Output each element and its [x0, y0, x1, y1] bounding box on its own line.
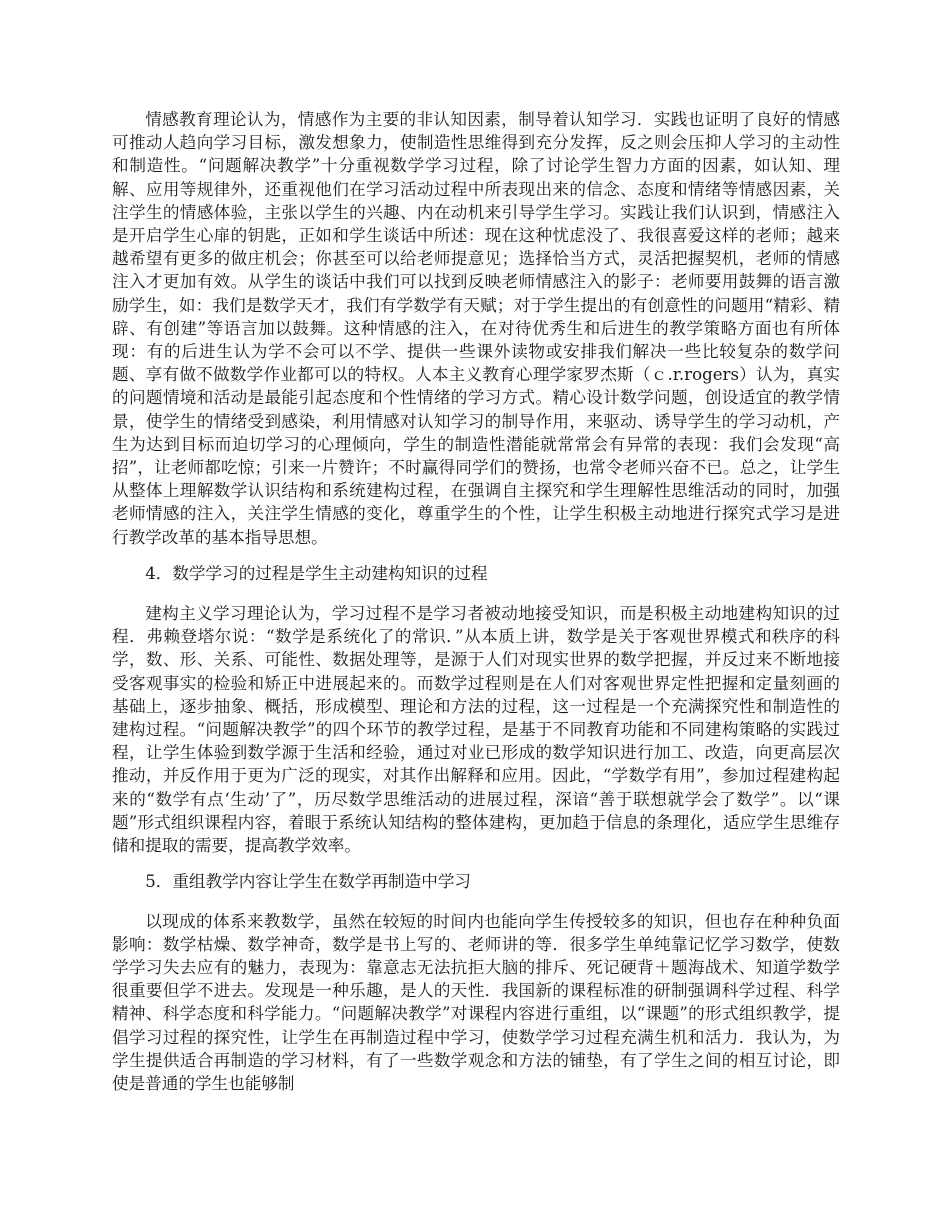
document-page	[112, 108, 840, 1095]
paragraph-emotional-education: 情感教育理论认为，情感作为主要的非认知因素，制导着认知学习．实践也证明了良好的情感可推动人趋向学习目标，激发想象力，使制造性思维得到充分发挥，反之则会压抑人学习的主动性和制造性。“问题解决教学”十分重视数学学习过程，除了讨论学生智力方面的因素，如认知、理解、应用等规律外，还重视他们在学习活动过程中所表现出来的信念、态度和情绪等情感因素，关注学生的情感体验，主张以学生的兴趣、内在动机来引导学生学习。实践让我们认识到，情感注入是开启学生心扉的钥匙，正如和学生谈话中所述：现在这种忧虑没了、我很喜爱这样的老师；越来越希望有更多的做庄机会；你甚至可以给老师提意见；选择恰当方式，灵活把握契机，老师的情感注入才更加有效。从学生的谈话中我们可以找到反映老师情感注入的影子：老师要用鼓舞的语言激励学生，如：我们是数学天才，我们有学数学有天赋；对于学生提出的有创意性的问题用“精彩、精辟、有创建”等语言加以鼓舞。这种情感的注入，在对待优秀生和后进生的教学策略方面也有所体现：有的后进生认为学不会可以不学、提供一些课外读物或安排我们解决一些比较复杂的数学问题、享有做不做数学作业都可以的特权。人本主义教育心理学家罗杰斯（ｃ.r.rogers）认为，真实的问题情境和活动是最能引起态度和个性情绪的学习方式。精心设计数学问题，创设适宜的教学情景，使学生的情绪受到感染，利用情感对认知学习的制导作用，来驱动、诱导学生的学习动机，产生为达到目标而迫切学习的心理倾向，学生的制造性潜能就常常会有异常的表现：我们会发现“高招”，让老师都吃惊；引来一片赞许；不时赢得同学们的赞扬，也常令老师兴奋不已。总之，让学生从整体上理解数学认识结构和系统建构过程，在强调自主探究和学生理解性思维活动的同时，加强老师情感的注入，关注学生情感的变化，尊重学生的个性，让学生积极主动地进行探究式学习是进行教学改革的基本指导思想。	[112, 110, 840, 547]
section-heading-4: 4．数学学习的过程是学生主动建构知识的过程	[145, 563, 488, 583]
section-heading-5: 5．重组教学内容让学生在数学再制造中学习	[145, 872, 472, 892]
paragraph-constructivism: 建构主义学习理论认为，学习过程不是学习者被动地接受知识，而是积极主动地建构知识的过程．弗赖登塔尔说：“数学是系统化了的常识．”从本质上讲，数学是关于客观世界模式和秩序的科学，数、形、关系、可能性、数据处理等，是源于人们对现实世界的数学把握，并反过来不断地接受客观事实的检验和矫正中进展起来的。而数学过程则是在人们对客观世界定性把握和定量刻画的基础上，逐步抽象、概括，形成模型、理论和方法的过程，这一过程是一个充满探究性和制造性的建构过程。“问题解决教学”的四个环节的教学过程，是基于不同教育功能和不同建构策略的实践过程，让学生体验到数学源于生活和经验，通过对业已形成的数学知识进行加工、改造，向更高层次推动，并反作用于更为广泛的现实，对其作出解释和应用。因此，“学数学有用”，参加过程建构起来的“数学有点‘生动’了”，历尽数学思维活动的进展过程，深谙“善于联想就学会了数学”。以“课题”形式组织课程内容，着眼于系统认知结构的整体建构，更加趋于信息的条理化，适应学生思维存储和提取的需要，提高教学效率。	[112, 604, 840, 856]
paragraph-content-reorganization: 以现成的体系来教数学，虽然在较短的时间内也能向学生传授较多的知识，但也存在种种负面影响：数学枯燥、数学神奇，数学是书上写的、老师讲的等．很多学生单纯靠记忆学习数学，使数学学习失去应有的魅力，表现为：靠意志无法抗拒大脑的排斥、死记硬背＋题海战术、知道学数学很重要但学不进去。发现是一种乐趣，是人的天性．我国新的课程标准的研制强调科学过程、科学精神、科学态度和科学能力。“问题解决教学”对课程内容进行重组，以“课题”的形式组织教学，提倡学习过程的探究性，让学生在再制造过程中学习，使数学学习过程充满生机和活力．我认为，为学生提供适合再制造的学习材料，有了一些数学观念和方法的铺垫，有了学生之间的相互讨论，即使是普通的学生也能够制	[112, 911, 840, 1093]
